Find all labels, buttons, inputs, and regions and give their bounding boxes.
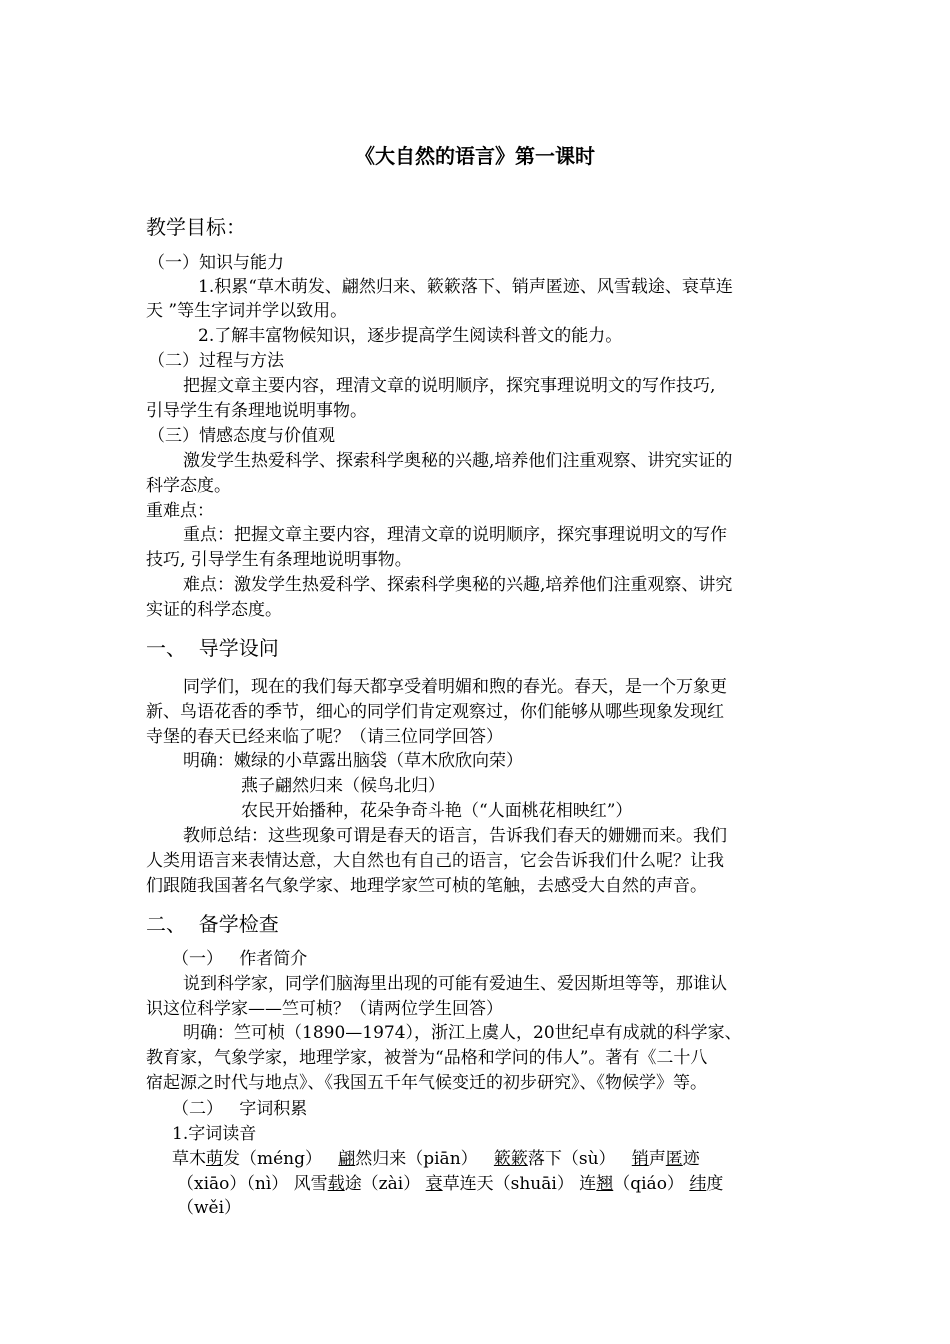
underlined-char: 翘 [596, 1174, 614, 1194]
section2-heading: 二、 备学检查 [146, 912, 279, 936]
word-text: 然归来（piān） [355, 1149, 478, 1169]
section1-p1-line2: 新、鸟语花香的季节，细心的同学们肯定观察过，你们能够从哪些现象发现红 [146, 702, 724, 722]
section1-clarify1: 明确：嫩绿的小草露出脑袋（草木欣欣向荣） [183, 751, 523, 771]
process-heading: （二）过程与方法 [148, 351, 284, 371]
process-line1: 把握文章主要内容，理清文章的说明顺序，探究事理说明文的写作技巧, [183, 376, 716, 396]
emotion-heading: （三）情感态度与价值观 [148, 426, 335, 446]
section1-summary-line3: 们跟随我国著名气象学家、地理学家竺可桢的笔触，去感受大自然的声音。 [146, 876, 707, 896]
goals-heading: 教学目标： [146, 215, 246, 239]
section2-p2-line3: 宿起源之时代与地点》、《我国五千年气候变迁的初步研究》、《物候学》等。 [146, 1073, 707, 1093]
section2-p1-line1: 说到科学家，同学们脑海里出现的可能有爱迪生、爱因斯坦等等，那谁认 [183, 974, 727, 994]
emotion-line1: 激发学生热爱科学、探索科学奥秘的兴趣,培养他们注重观察、讲究实证的 [183, 451, 733, 471]
word-row-1 [172, 1147, 700, 1171]
underlined-char: 载 [327, 1174, 345, 1194]
section2-p1-line2: 识这位科学家——竺可桢？（请两位学生回答） [146, 999, 503, 1019]
underlined-char: 纬 [689, 1174, 707, 1194]
section1-heading: 一、 导学设问 [146, 636, 279, 660]
knowledge-item1-line2: 天 ”等生字词并学以致用。 [146, 301, 348, 321]
section1-summary-line2: 人类用语言来表情达意，大自然也有自己的语言，它会告诉我们什么呢？让我 [146, 851, 724, 871]
underlined-char: 销 [631, 1149, 649, 1169]
section2-p2-line1: 明确：竺可桢（1890—1974），浙江上虞人，20世纪卓有成就的科学家、 [183, 1023, 742, 1043]
word-text: （qiáo） [613, 1174, 684, 1194]
underlined-char: 萌 [206, 1149, 223, 1169]
key-point-line1: 重点：把握文章主要内容，理清文章的说明顺序，探究事理说明文的写作 [183, 525, 727, 545]
word-text: 迹 [682, 1149, 700, 1169]
underlined-char: 翩 [338, 1149, 356, 1169]
word-text: 途（zài） [344, 1174, 421, 1194]
key-point-line2: 技巧, 引导学生有条理地说明事物。 [146, 550, 412, 570]
underlined-char: 衰 [425, 1174, 443, 1194]
word-text: 草连天（shuāi） 连 [442, 1174, 597, 1194]
section1-p1-line1: 同学们，现在的我们每天都享受着明媚和煦的春光。春天，是一个万象更 [183, 677, 727, 697]
keypoints-heading: 重难点： [146, 501, 214, 521]
word-text: 度 [706, 1174, 724, 1194]
word-text: 草木 [172, 1149, 206, 1169]
knowledge-heading: （一）知识与能力 [148, 253, 284, 273]
emotion-line2: 科学态度。 [146, 476, 231, 496]
difficulty-line2: 实证的科学态度。 [146, 600, 282, 620]
page-title: 《大自然的语言》第一课时 [355, 144, 595, 168]
word-text: 发（méng） [223, 1149, 323, 1169]
difficulty-line1: 难点：激发学生热爱科学、探索科学奥秘的兴趣,培养他们注重观察、讲究 [183, 575, 733, 595]
underlined-char: 簌簌 [493, 1149, 528, 1169]
reading-label: 1.字词读音 [172, 1124, 257, 1144]
knowledge-item1-line1: 1.积累“草木萌发、翩然归来、簌簌落下、销声匿迹、风雪载途、衰草连 [198, 277, 733, 297]
word-text: 落下（sù） [527, 1149, 616, 1169]
word-row-2 [177, 1172, 723, 1196]
section1-summary-line1: 教师总结：这些现象可谓是春天的语言，告诉我们春天的姗姗而来。我们 [183, 826, 727, 846]
section1-p1-line3: 寺堡的春天已经来临了呢？（请三位同学回答） [146, 727, 503, 747]
word-text: （xiāo）（nì） 风雪 [177, 1174, 328, 1194]
word-text: 声 [648, 1149, 666, 1169]
word-row-3: （wěi） [177, 1198, 242, 1218]
section1-clarify3: 农民开始播种，花朵争奇斗艳（“人面桃花相映红”） [241, 801, 633, 821]
underlined-char: 匿 [665, 1149, 683, 1169]
section1-clarify2: 燕子翩然归来（候鸟北归） [241, 776, 445, 796]
section2-sub2: （二） 字词积累 [172, 1099, 308, 1119]
section2-sub1: （一） 作者简介 [172, 949, 308, 969]
process-line2: 引导学生有条理地说明事物。 [146, 401, 367, 421]
knowledge-item2: 2.了解丰富物候知识，逐步提高学生阅读科普文的能力。 [198, 326, 623, 346]
section2-p2-line2: 教育家，气象学家，地理学家，被誉为“品格和学问的伟人”。著有《二十八 [146, 1048, 708, 1068]
